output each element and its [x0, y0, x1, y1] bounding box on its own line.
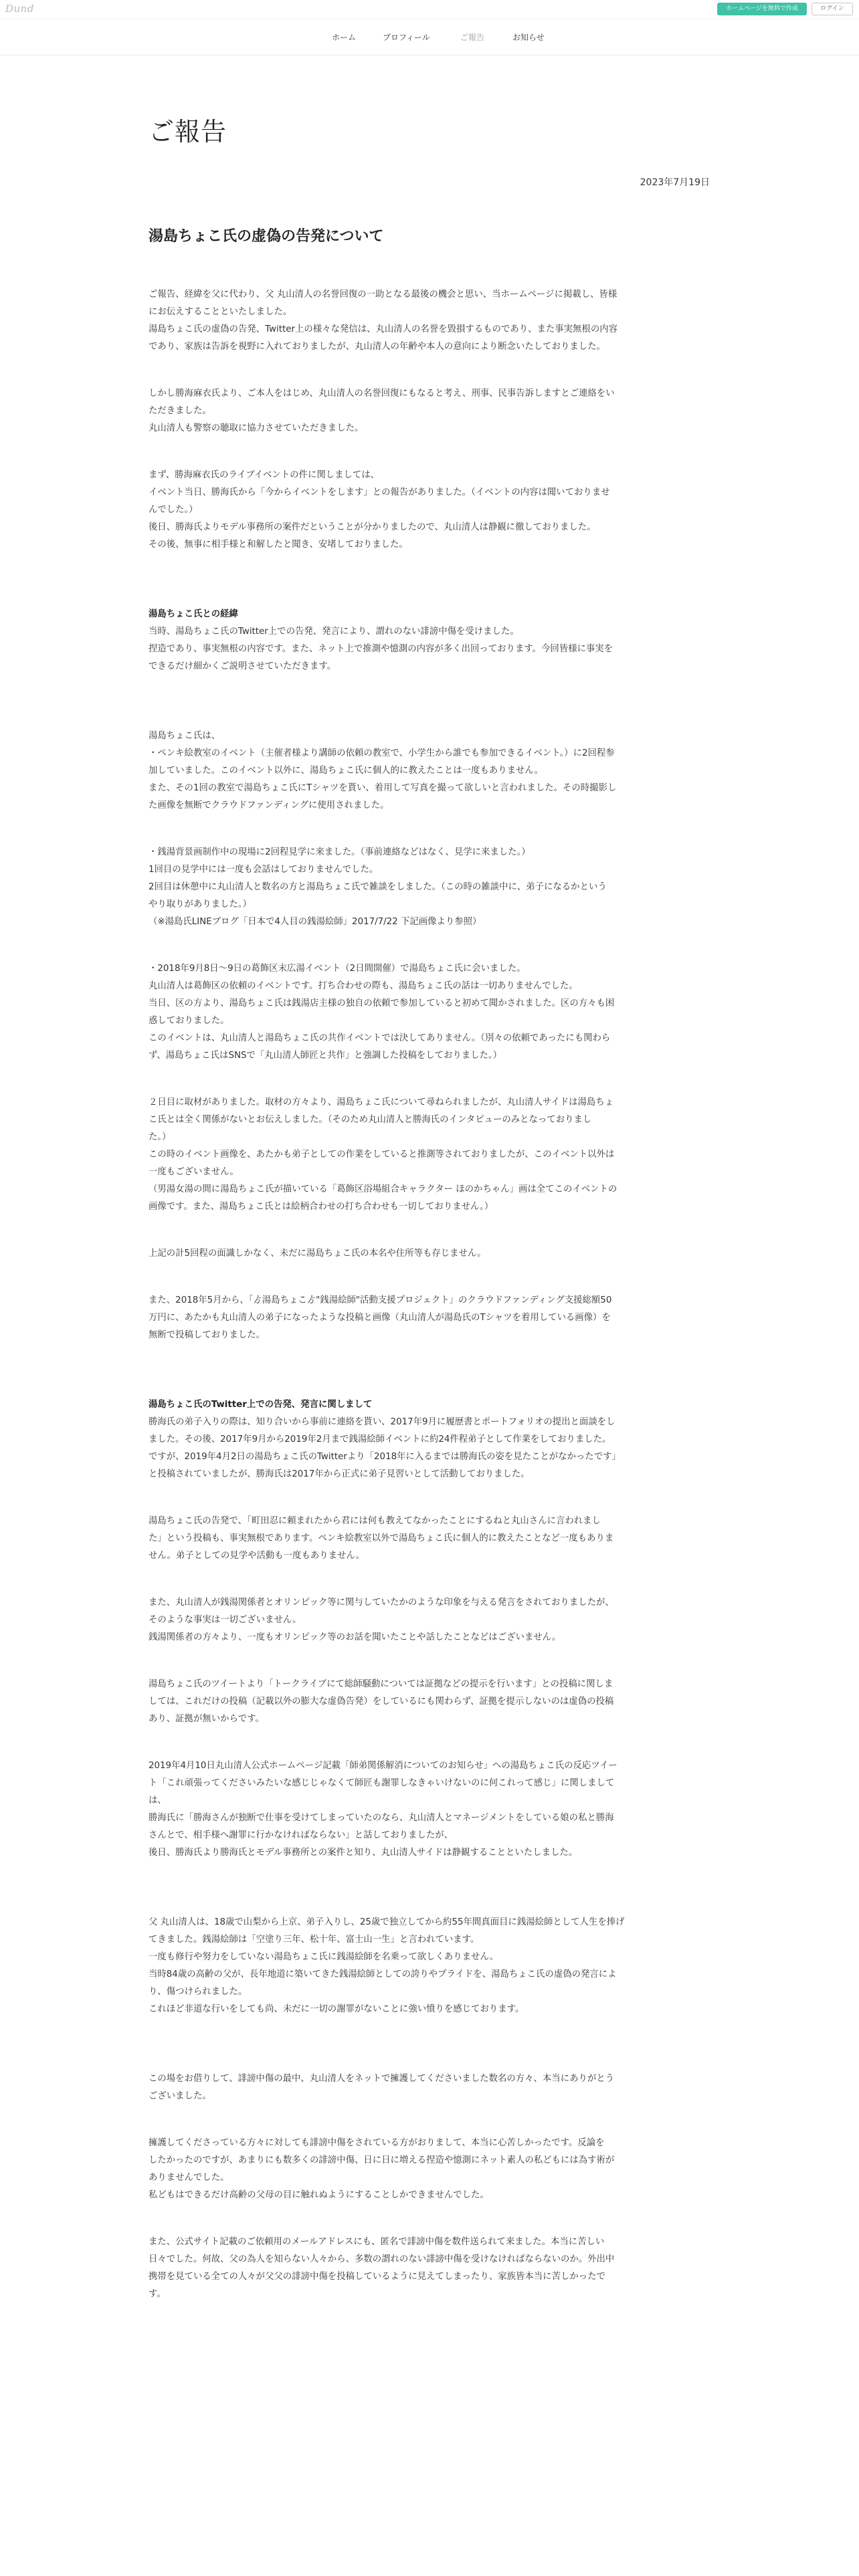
paragraph-line: 湯島ちょこ氏は、	[149, 731, 221, 741]
paragraph-line: まず、勝海麻衣氏のライブイベントの件に関しましては、	[149, 470, 380, 480]
paragraph-line: また、公式サイト記載のご依頼用のメールアドレスにも、匿名で誹謗中傷を数件送られて来ました。本当に苦しい	[149, 2237, 605, 2247]
paragraph-line: てきました。銭湯絵師は「空塗り三年、松十年、富士山一生」と言われています。	[149, 1935, 480, 1945]
paragraph-line: このイベントは、丸山清人と湯島ちょこ氏の共作イベントでは決してありません。（別々の依頼であったにも関わら	[149, 1033, 611, 1043]
paragraph-line: にお伝えすることといたしました。	[149, 307, 292, 317]
site-logo[interactable]: Dund	[5, 3, 34, 15]
paragraph-line: り、傷つけられました。	[149, 1987, 248, 1997]
paragraph-line: 上記の計5回程の面識しかなく、未だに湯島ちょこ氏の本名や住所等も存じません。	[149, 1249, 486, 1259]
paragraph-line: 万円に、あたかも丸山清人の弟子になったような投稿と画像（丸山清人が湯島氏のTシャツを着用している画像）を	[149, 1313, 611, 1323]
section-title: 湯島ちょこ氏との経緯	[149, 609, 238, 619]
paragraph-line: （男湯女湯の間に湯島ちょこ氏が描いている「葛飾区浴場組合キャラクター ほのかちゃん」画は全てこのイベントの	[149, 1184, 617, 1194]
nav-item-home[interactable]: ホーム	[332, 33, 357, 42]
paragraph-line: た。）	[149, 1132, 171, 1142]
paragraph-line: 勝海氏に「勝海さんが独断で仕事を受けてしまっていたのなら、丸山清人とマネージメントをしている娘の私と勝海	[149, 1813, 614, 1823]
paragraph-line: 湯島ちょこ氏のツイートより「トークライブにて総師騒動については証拠などの提示を行います」との投稿に関しま	[149, 1679, 613, 1689]
paragraph-line: ご報告、経緯を父に代わり、父 丸山清人の名誉回復の一助となる最後の機会と思い、当ホームページに掲載し、皆様	[149, 290, 617, 300]
paragraph-line: ですが、2019年4月2日の湯島ちょこ氏のTwitterより「2018年に入るまでは勝海氏の姿を見たことがなかったです」	[149, 1452, 621, 1462]
main-nav	[0, 19, 859, 56]
paragraph-line: また、2018年5月から、「ゟ湯島ちょこゟ"銭湯絵師"活動支援プロジェクト」のクラウドファンディング支援総額50	[149, 1295, 612, 1305]
paragraph-line: 私どもはできるだけ高齢の父母の目に触れぬようにすることしかできませんでした。	[149, 2190, 489, 2200]
paragraph-line: ・銭湯背景画制作中の現場に2回程見学に来ました。（事前連絡などはなく、見学に来ました。）	[149, 847, 531, 857]
paragraph-line: 一度も修行や努力をしていない湯島ちょこ氏に銭湯絵師を名乗って欲しくありません。	[149, 1952, 499, 1962]
paragraph-line: ・ペンキ絵教室のイベント（主催者様より講師の依頼の教室で、小学生から誰でも参加できるイベント。）に2回程参	[149, 748, 615, 758]
paragraph-line: また、丸山清人が銭湯関係者とオリンピック等に関与していたかのような印象を与える発言をされておりましたが、	[149, 1598, 614, 1608]
paragraph-line: 丸山清人も警察の聴取に協力させていただきました。	[149, 423, 364, 433]
section-title: 湯島ちょこ氏のTwitter上での告発、発言に関しまして	[149, 1400, 373, 1410]
paragraph-line: 当時、湯島ちょこ氏のTwitter上での告発、発言により、謂れのない誹謗中傷を受けました。	[149, 627, 519, 637]
paragraph-line: 加していました。このイベント以外に、湯島ちょこ氏に個人的に教えたことは一度もありません。	[149, 766, 543, 776]
paragraph-line: 丸山清人は葛飾区の依頼のイベントです。打ち合わせの際も、湯島ちょこ氏の話は一切ありませんでした。	[149, 981, 578, 991]
paragraph-line: さんとで、相手様へ謝罪に行かなければならない」と話しておりましたが、	[149, 1830, 454, 1840]
paragraph-line: せん。弟子としての見学や活動も一度もありません。	[149, 1551, 365, 1561]
page-title: ご報告	[149, 117, 227, 146]
paragraph-line: そのような事実は一切ございません。	[149, 1615, 302, 1625]
paragraph-line: この時のイベント画像を、あたかも弟子としての作業をしていると推測等されておりましたが、このイベント以外は	[149, 1150, 615, 1160]
paragraph-line: は、	[149, 1796, 167, 1806]
paragraph-line: 擁護してくださっている方々に対しても誹謗中傷をされている方がおりまして、本当に心苦しかったです。反論を	[149, 2138, 605, 2148]
paragraph-line: ございました。	[149, 2091, 211, 2101]
post-date: 2023年7月19日	[640, 177, 710, 188]
paragraph-line: 画像です。また、湯島ちょこ氏とは絵柄合わせの打ち合わせも一切しておりません。）	[149, 1202, 494, 1212]
paragraph-line: その後、無事に相手様と和解したと聞き、安堵しておりました。	[149, 540, 408, 550]
paragraph-line: 銭湯関係者の方々より、一度もオリンピック等のお話を聞いたことや話したことなどはございません。	[149, 1632, 561, 1642]
paragraph-line: ・2018年9月8日〜9日の葛飾区末広湯イベント（2日間開催）で湯島ちょこ氏に会いました。	[149, 964, 526, 974]
paragraph-line: ただきました。	[149, 406, 211, 416]
paragraph-line: こ氏とは全く関係がないとお伝えしました。（そのため丸山清人と勝海氏のインタビューのみとなっておりまし	[149, 1115, 592, 1125]
paragraph-line: 湯島ちょこ氏の告発で、「町田忍に頼まれたから君には何も教えてなかったことにするねと丸山さんに言われまし	[149, 1516, 601, 1526]
nav-item-news[interactable]: お知らせ	[512, 33, 545, 42]
paragraph-line: （※湯島氏LINEブログ「日本で4人目の銭湯絵師」2017/7/22 下記画像より参照）	[149, 917, 482, 927]
article-heading: 湯島ちょこ氏の虚偽の告発について	[149, 228, 384, 245]
create-site-button[interactable]: ホームページを無料で作成	[717, 3, 807, 15]
nav-item-profile[interactable]: プロフィール	[383, 33, 430, 42]
paragraph-line: 勝海氏の弟子入りの際は、知り合いから事前に連絡を貰い、2017年9月に履歴書とポートフォリオの提出と面談をし	[149, 1417, 615, 1427]
paragraph-line: た」という投稿も、事実無根であります。ペンキ絵教室以外で湯島ちょこ氏に個人的に教えたことなど一度もありま	[149, 1533, 614, 1543]
paragraph-line: んでした。）	[149, 505, 198, 515]
paragraph-line: 当日、区の方より、湯島ちょこ氏は銭湯店主様の独自の依頼で参加していると初めて聞かされました。区の方々も困	[149, 998, 615, 1008]
paragraph-line: 惑しておりました。	[149, 1016, 229, 1026]
paragraph-line: す。	[149, 2289, 166, 2299]
paragraph-line: 一度もございません。	[149, 1167, 239, 1177]
paragraph-line: また、その1回の教室で湯島ちょこ氏にTシャツを貰い、着用して写真を撮って欲しいと言われました。その時撮影し	[149, 783, 617, 793]
paragraph-line: しかし勝海麻衣氏より、ご本人をはじめ、丸山清人の名誉回復にもなると考え、刑事、民事告訴しますとご連絡をい	[149, 389, 615, 399]
paragraph-line: しては、これだけの投稿（記載以外の膨大な虚偽告発）をしているにも関わらず、証拠を提示しないのは虚偽の投稿	[149, 1697, 614, 1707]
paragraph-line: 当時84歳の高齢の父が、長年地道に築いてきた銭湯絵師としての誇りやプライドを、湯島ちょこ氏の虚偽の発言によ	[149, 1969, 617, 1979]
paragraph-line: イベント当日、勝海氏から「今からイベントをします」との報告がありました。（イベントの内容は聞いておりませ	[149, 488, 610, 498]
paragraph-line: あり、証拠が無いからです。	[149, 1714, 264, 1724]
paragraph-line: したかったのですが、あまりにも数多くの誹謗中傷、日に日に増える捏造や憶測にネット素人の私どもには為す術が	[149, 2155, 615, 2165]
paragraph-line: 1回目の見学中には一度も会話はしておりませんでした。	[149, 865, 379, 875]
paragraph-line: と投稿されていましたが、勝海氏は2017年から正式に弟子見習いとして活動しておりました。	[149, 1469, 530, 1479]
paragraph-line: やり取りがありました。）	[149, 899, 252, 909]
paragraph-line: 携帯を見ている全ての人々が父父の誹謗中傷を投稿しているように見えてしまったり、家族皆本当に苦しかったで	[149, 2272, 605, 2282]
top-bar	[0, 0, 859, 19]
paragraph-line: 無断で投稿しておりました。	[149, 1330, 266, 1340]
paragraph-line: できるだけ細かくご説明させていただきます。	[149, 661, 337, 671]
paragraph-line: 後日、勝海氏よりモデル事務所の案件だということが分かりましたので、丸山清人は静観に徹しておりました。	[149, 522, 596, 532]
paragraph-line: ２日目に取材がありました。取材の方々より、湯島ちょこ氏について尋ねられましたが、丸山清人サイドは湯島ちょ	[149, 1097, 614, 1107]
paragraph-line: ト「これ頑張ってくださいみたいな感じじゃなくて師匠も謝罪しなきゃいけないのに何これって感じ」に関しまして	[149, 1778, 615, 1788]
paragraph-line: 捏造であり、事実無根の内容です。また、ネット上で推測や憶測の内容が多く出回っております。今回皆様に事実を	[149, 644, 613, 654]
paragraph-line: これほど非道な行いをしても尚、未だに一切の謝罪がないことに強い憤りを感じております。	[149, 2004, 524, 2014]
article-body	[149, 286, 710, 2303]
paragraph-line: 後日、勝海氏より勝海氏とモデル事務所との案件と知り、丸山清人サイドは静観することといたしました。	[149, 1848, 578, 1858]
paragraph-line: 湯島ちょこ氏の虚偽の告発、Twitter上の様々な発信は、丸山清人の名誉を毀損するものであり、また事実無根の内容	[149, 324, 618, 334]
paragraph-line: た画像を無断でクラウドファンディングに使用されました。	[149, 800, 389, 811]
nav-item-report[interactable]: ご報告	[460, 33, 485, 42]
paragraph-line: であり、家族は告訴を視野に入れておりましたが、丸山清人の年齢や本人の意向により断念いたしておりました。	[149, 342, 605, 352]
paragraph-line: ず、湯島ちょこ氏はSNSで「丸山清人師匠と共作」と強調した投稿をしておりました。）	[149, 1051, 502, 1061]
paragraph-line: この場をお借りして、誹謗中傷の最中、丸山清人をネットで擁護してくださいました数名の方々、本当にありがとう	[149, 2074, 615, 2084]
paragraph-line: ありませんでした。	[149, 2173, 229, 2183]
paragraph-line: 2回目は休憩中に丸山清人と数名の方と湯島ちょこ氏で雑談をしました。（この時の雑談中に、弟子になるかという	[149, 882, 607, 892]
paragraph-line: 日々でした。何故、父の為人を知らない人々から、多数の謂れのない誹謗中傷を受けなければならないのか。外出中	[149, 2254, 615, 2264]
login-button[interactable]: ログイン	[812, 3, 853, 15]
paragraph-line: 2019年4月10日丸山清人公式ホームページ記載「師弟関係解消についてのお知らせ」への湯島ちょこ氏の反応ツイー	[149, 1761, 617, 1771]
paragraph-line: ました。その後、2017年9月から2019年2月まで銭湯絵師イベントに約24件程弟子として作業をしておりました。	[149, 1434, 611, 1444]
paragraph-line: 父 丸山清人は、18歳で山梨から上京、弟子入りし、25歳で独立してから約55年間真面目に銭湯絵師として人生を捧げ	[149, 1917, 625, 1927]
